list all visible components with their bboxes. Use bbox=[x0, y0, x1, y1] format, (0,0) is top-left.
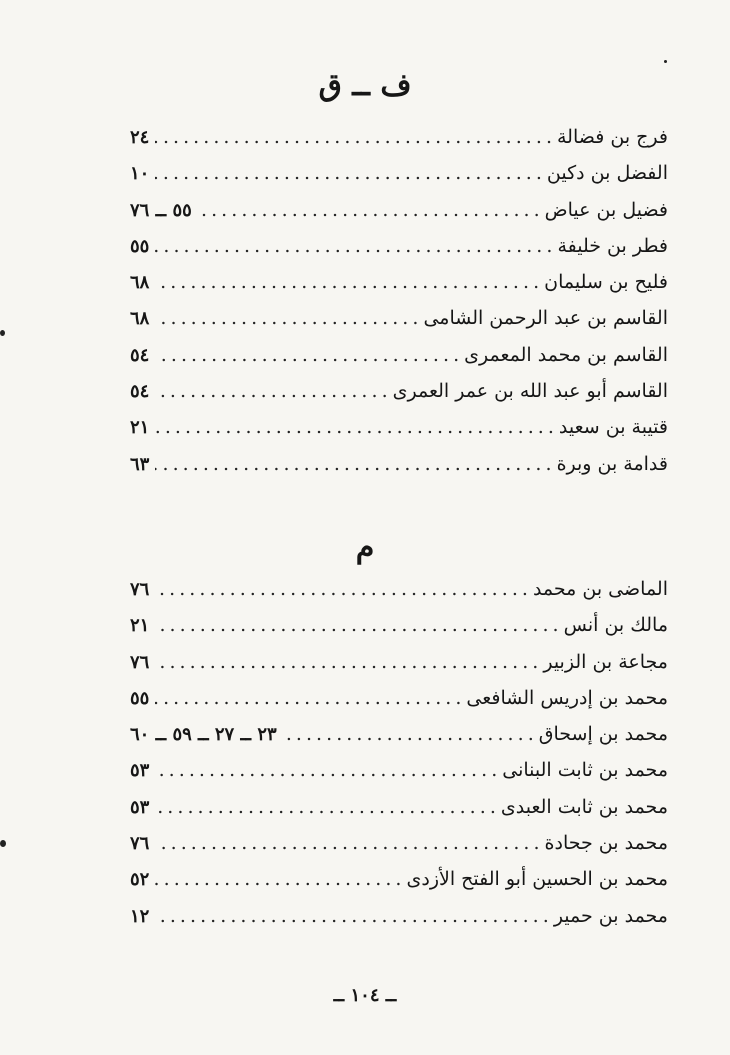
index-entry bbox=[130, 651, 668, 687]
entry-name: محمد بن الحسين أبو الفتح الأزدى bbox=[406, 868, 668, 891]
index-entry bbox=[130, 905, 668, 941]
entry-name: محمد بن إسحاق bbox=[538, 723, 668, 746]
dot-leader bbox=[155, 307, 417, 329]
entry-name: الماضى بن محمد bbox=[532, 578, 668, 600]
dot-leader bbox=[155, 416, 553, 438]
dot-leader bbox=[155, 832, 538, 854]
index-entry bbox=[130, 687, 668, 723]
entry-name: فرج بن فضالة bbox=[557, 126, 668, 148]
section-heading-mim: م bbox=[355, 530, 375, 565]
entry-name: محمد بن جحادة bbox=[544, 832, 668, 855]
entry-pages: ٥٣ bbox=[130, 796, 150, 818]
entry-name: محمد بن حمير bbox=[553, 904, 668, 927]
scan-speck bbox=[664, 60, 667, 63]
entry-name: محمد بن ثابت البنانى bbox=[502, 759, 668, 782]
entry-name: محمد بن إدريس الشافعى bbox=[466, 686, 668, 709]
entry-name: قدامة بن وبرة bbox=[556, 452, 668, 475]
entry-pages: ٥٥ bbox=[130, 235, 150, 257]
entry-name: مجاعة بن الزبير bbox=[543, 650, 668, 673]
index-entry bbox=[130, 578, 668, 614]
entry-name: القاسم بن محمد المعمرى bbox=[464, 343, 668, 366]
entry-pages: ٥٥ ــ ٧٦ bbox=[130, 199, 192, 221]
page-number: ــ ١٠٤ ــ bbox=[333, 985, 397, 1006]
dot-leader bbox=[283, 723, 533, 745]
entry-name: فضيل بن عياض bbox=[544, 198, 668, 221]
index-entry bbox=[130, 796, 668, 832]
index-entry bbox=[130, 868, 668, 904]
entry-pages: ١٢ bbox=[130, 905, 150, 927]
dot-leader bbox=[155, 759, 496, 781]
entry-pages: ٧٦ bbox=[130, 651, 150, 673]
index-entry bbox=[130, 453, 668, 489]
dot-leader bbox=[155, 578, 527, 600]
entry-name: القاسم بن عبد الرحمن الشامى bbox=[423, 307, 668, 330]
entry-pages: ٥٤ bbox=[130, 381, 150, 403]
index-entry bbox=[130, 307, 668, 343]
dot-leader bbox=[155, 796, 495, 818]
index-entry bbox=[130, 614, 668, 650]
index-entry bbox=[130, 126, 668, 162]
dot-leader bbox=[155, 162, 541, 184]
dot-leader bbox=[155, 271, 538, 293]
index-entry bbox=[130, 271, 668, 307]
index-entry bbox=[130, 199, 668, 235]
entry-pages: ٢١ bbox=[130, 615, 150, 637]
entry-name: فليح بن سليمان bbox=[544, 271, 668, 294]
dot-leader bbox=[155, 126, 551, 148]
index-entry bbox=[130, 759, 668, 795]
dot-leader bbox=[155, 453, 550, 475]
entry-pages: ٧٦ bbox=[130, 833, 150, 855]
index-entry bbox=[130, 344, 668, 380]
dot-leader bbox=[155, 344, 458, 366]
entry-pages: ٥٥ bbox=[130, 687, 150, 709]
entry-name: قتيبة بن سعيد bbox=[558, 416, 668, 439]
scan-speck bbox=[0, 840, 6, 847]
section-heading-fa-qaf: ف ــ ق bbox=[318, 68, 412, 103]
entry-pages: ٢١ bbox=[130, 417, 150, 439]
index-entry bbox=[130, 416, 668, 452]
entry-name: فطر بن خليفة bbox=[557, 234, 668, 257]
entry-pages: ٢٤ bbox=[130, 127, 150, 148]
dot-leader bbox=[155, 687, 460, 709]
entry-name: الفضل بن دكين bbox=[546, 162, 668, 185]
entry-pages: ٢٣ ــ ٢٧ ــ ٥٩ ــ ٦٠ bbox=[130, 724, 277, 746]
dot-leader bbox=[155, 380, 386, 402]
entry-pages: ١٠ bbox=[130, 163, 150, 185]
entry-name: محمد بن ثابت العبدى bbox=[500, 795, 668, 818]
dot-leader bbox=[155, 868, 400, 890]
entry-name: القاسم أبو عبد الله بن عمر العمرى bbox=[392, 380, 668, 403]
index-entry bbox=[130, 380, 668, 416]
entries-list-mim bbox=[130, 578, 668, 941]
entry-pages: ٥٢ bbox=[130, 869, 150, 891]
dot-leader bbox=[155, 235, 551, 257]
dot-leader bbox=[198, 199, 539, 221]
index-entry bbox=[130, 723, 668, 759]
entry-name: مالك بن أنس bbox=[563, 614, 668, 637]
entry-pages: ٦٣ bbox=[130, 453, 150, 475]
entry-pages: ٦٨ bbox=[130, 308, 150, 330]
index-entry bbox=[130, 162, 668, 198]
dot-leader bbox=[155, 651, 537, 673]
entry-pages: ٦٨ bbox=[130, 272, 150, 294]
entry-pages: ٥٣ bbox=[130, 760, 150, 782]
index-entry bbox=[130, 832, 668, 868]
entry-pages: ٥٤ bbox=[130, 344, 150, 366]
entries-list-fa-qaf bbox=[130, 126, 668, 489]
dot-leader bbox=[155, 905, 547, 927]
index-entry bbox=[130, 235, 668, 271]
scan-speck bbox=[0, 330, 5, 336]
dot-leader bbox=[155, 614, 557, 636]
entry-pages: ٧٦ bbox=[130, 579, 150, 600]
